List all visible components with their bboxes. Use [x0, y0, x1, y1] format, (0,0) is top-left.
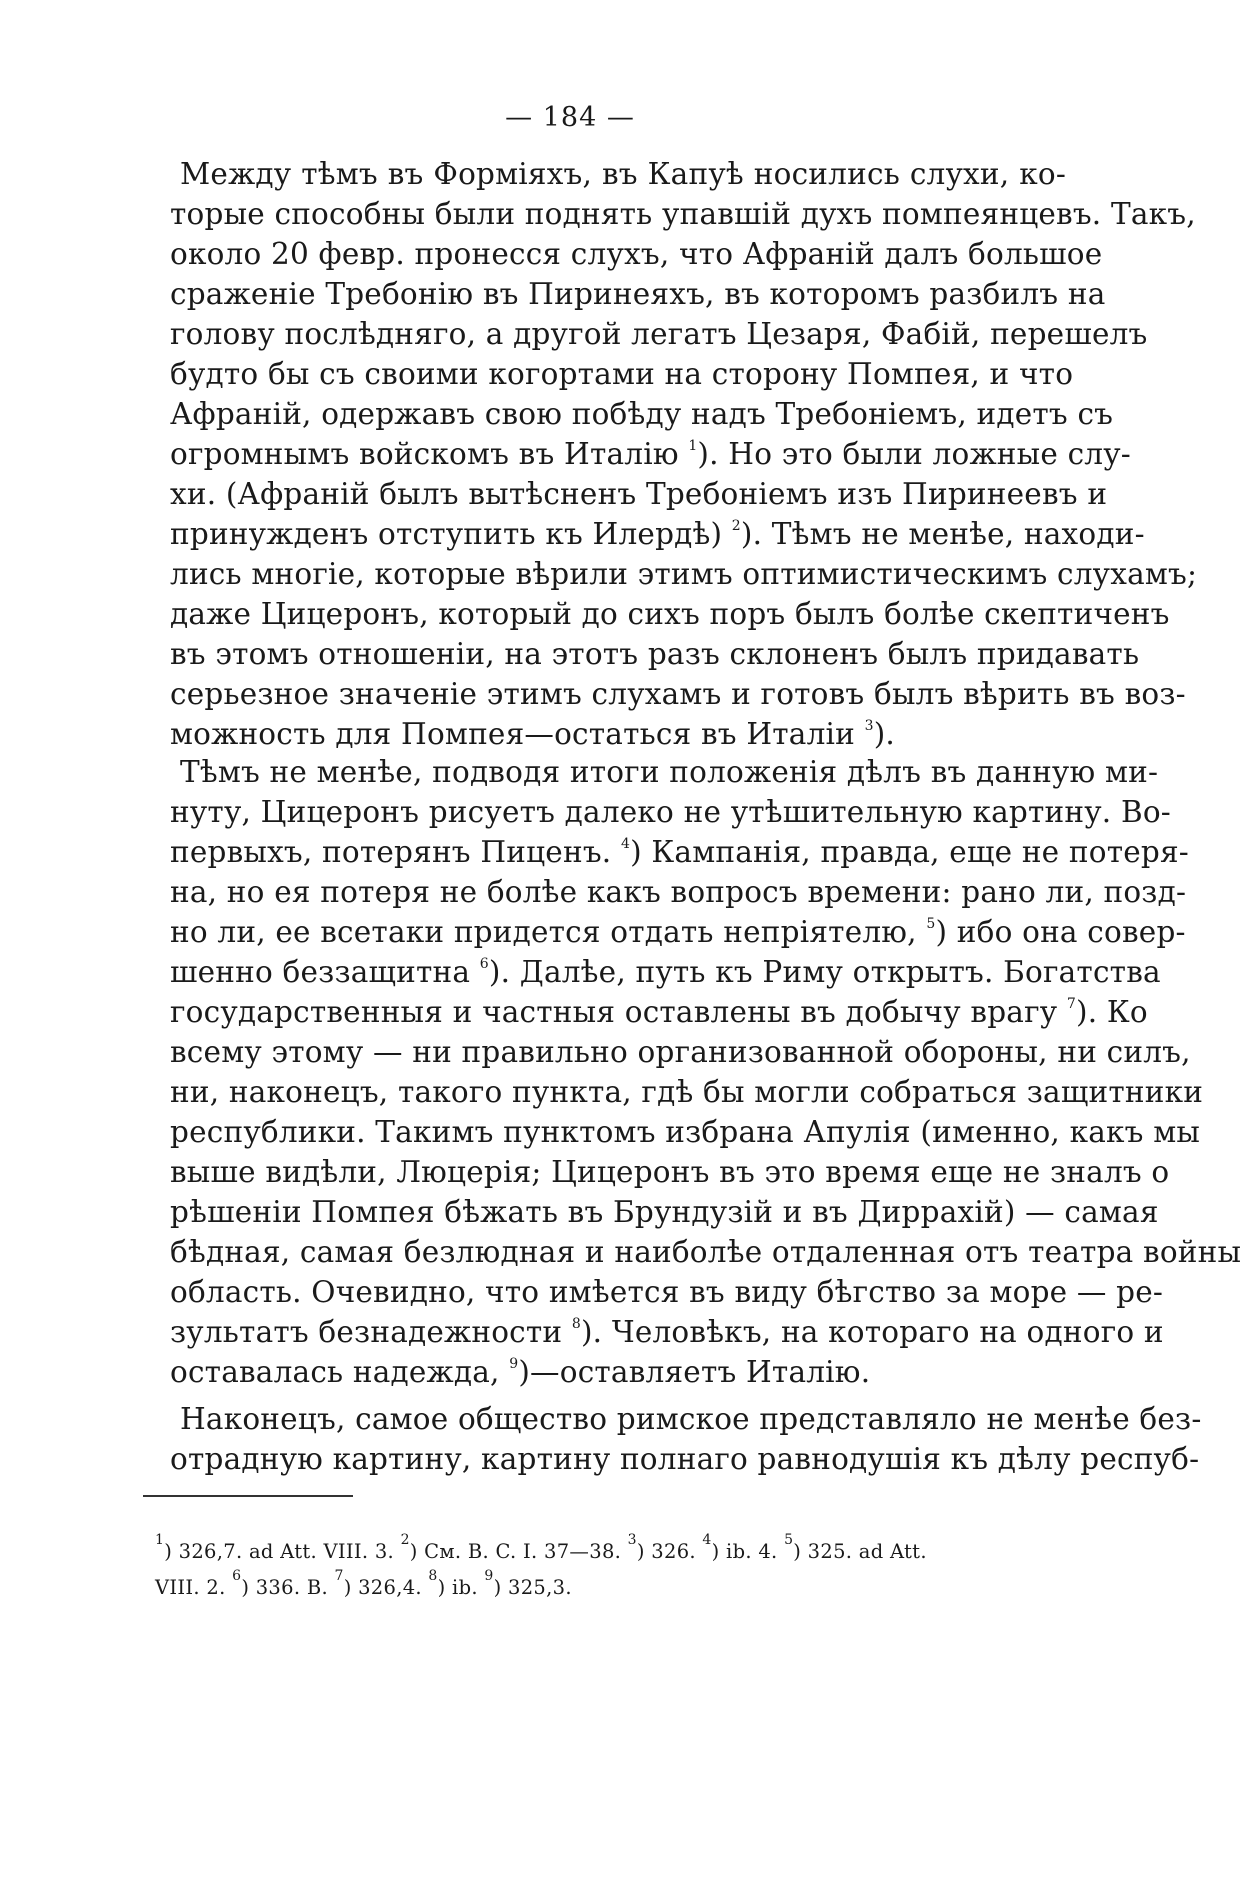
- text-line: отрадную картину, картину полнаго равнодушiя къ дѣлу респуб-: [170, 1442, 1200, 1476]
- footnote-line: [155, 1534, 1065, 1570]
- text-line: даже Цицеронъ, который до сихъ поръ былъ болѣе скептиченъ: [170, 597, 1170, 631]
- text-line: Афранiй, одержавъ свою побѣду надъ Требонiемъ, идетъ съ: [170, 397, 1114, 431]
- text-line: можность для Помпея—остаться въ Италiи $^3$).: [170, 717, 895, 751]
- footnote-ref: 7: [1066, 996, 1076, 1012]
- footnote-text: ) 336. B.: [241, 1576, 335, 1599]
- footnote-text: ) См. B. C. I. 37—38.: [409, 1540, 628, 1563]
- text-line: ни, наконецъ, такого пункта, гдѣ бы могли собраться защитники: [170, 1075, 1204, 1109]
- text-line: торые способны были поднять упавшiй духъ помпеянцевъ. Такъ,: [170, 197, 1196, 231]
- footnote-mark: 6: [232, 1568, 242, 1584]
- text-line: сраженiе Требонiю въ Пиринеяхъ, въ которомъ разбилъ на: [170, 277, 1106, 311]
- footnote-ref: 2: [731, 518, 741, 534]
- paragraph-3: [170, 1399, 1202, 1479]
- footnote-text: ) 326,4.: [343, 1576, 429, 1599]
- footnote-mark: 1: [155, 1532, 165, 1548]
- footnote-mark: 4: [702, 1532, 712, 1548]
- footnote-text: VIII. 2.: [155, 1576, 233, 1599]
- text-line: зультатъ безнадежности $^8$). Человѣкъ, на котораго на одного и: [170, 1315, 1164, 1349]
- footnote-ref: 1: [688, 438, 698, 454]
- footnote-mark: 9: [484, 1568, 494, 1584]
- text-line: въ этомъ отношенiи, на этотъ разъ склоненъ былъ придавать: [170, 637, 1140, 671]
- footnote-text: ) 326.: [636, 1540, 703, 1563]
- footnote-mark: 5: [784, 1532, 794, 1548]
- text-line: на, но ея потеря не болѣе какъ вопросъ времени: рано ли, позд-: [170, 875, 1187, 909]
- text-line: нуту, Цицеронъ рисуетъ далеко не утѣшительную картину. Во-: [170, 795, 1171, 829]
- footnote-text: ) ib.: [437, 1576, 485, 1599]
- footnote-mark: 8: [428, 1568, 438, 1584]
- footnote-text: ) 325,3.: [493, 1576, 572, 1599]
- text-line: рѣшенiи Помпея бѣжать въ Брундузiй и въ Диррахiй) — самая: [170, 1195, 1159, 1229]
- footnote-text: ) 325. ad Att.: [793, 1540, 927, 1563]
- footnote-mark: 2: [400, 1532, 410, 1548]
- text-line: лись многiе, которые вѣрили этимъ оптимистическимъ слухамъ;: [170, 557, 1198, 591]
- footnote-ref: 3: [864, 718, 874, 734]
- footnote-ref: 6: [479, 956, 489, 972]
- text-line: всему этому — ни правильно организованной обороны, ни силъ,: [170, 1035, 1191, 1069]
- footnotes: [155, 1534, 1065, 1606]
- footnote-mark: 3: [627, 1532, 637, 1548]
- text-line: шенно беззащитна $^6$). Далѣе, путь къ Риму открытъ. Богатства: [170, 955, 1161, 989]
- text-line: серьезное значенiе этимъ слухамъ и готовъ былъ вѣрить въ воз-: [170, 677, 1186, 711]
- text-line: государственныя и частныя оставлены въ добычу врагу $^7$). Ко: [170, 995, 1148, 1029]
- text-line: хи. (Афранiй былъ вытѣсненъ Требонiемъ изъ Пиринеевъ и: [170, 477, 1108, 511]
- footnote-separator: [143, 1495, 353, 1497]
- text-line: Тѣмъ не менѣе, подводя итоги положенiя дѣлъ въ данную ми-: [180, 755, 1159, 789]
- text-line: область. Очевидно, что имѣется въ виду бѣгство за море — ре-: [170, 1275, 1164, 1309]
- page-number: — 184 —: [505, 102, 635, 133]
- text-line: Наконецъ, самое общество римское представляло не менѣе без-: [180, 1402, 1202, 1436]
- paragraph-1: [170, 154, 1198, 754]
- footnote-text: ) ib. 4.: [711, 1540, 785, 1563]
- text-line: республики. Такимъ пунктомъ избрана Апулiя (именно, какъ мы: [170, 1115, 1201, 1149]
- footnote-ref: 9: [509, 1356, 519, 1372]
- text-line: первыхъ, потерянъ Пиценъ. $^4$) Кампанiя, правда, еще не потеря-: [170, 835, 1189, 869]
- text-line: оставалась надежда, $^9$)—оставляетъ Италiю.: [170, 1355, 871, 1389]
- text-line: Между тѣмъ въ Формiяхъ, въ Капуѣ носились слухи, ко-: [180, 157, 1066, 191]
- footnote-ref: 5: [926, 916, 936, 932]
- footnote-text: ) 326,7. ad Att. VIII. 3.: [164, 1540, 401, 1563]
- text-line: принужденъ отступить къ Илердѣ) $^2$). Тѣмъ не менѣе, находи-: [170, 517, 1145, 551]
- text-line: но ли, ее всетаки придется отдать непрiятелю, $^5$) ибо она совер-: [170, 915, 1186, 949]
- text-line: голову послѣдняго, а другой легатъ Цезаря, Фабiй, перешелъ: [170, 317, 1148, 351]
- text-line: огромнымъ войскомъ въ Италiю $^1$). Но это были ложные слу-: [170, 437, 1131, 471]
- text-line: будто бы съ своими когортами на сторону Помпея, и что: [170, 357, 1074, 391]
- text-line: бѣдная, самая безлюдная и наиболѣе отдаленная отъ театра войны: [170, 1235, 1241, 1269]
- text-line: около 20 февр. пронесся слухъ, что Афранiй далъ большое: [170, 237, 1103, 271]
- text-line: выше видѣли, Люцерiя; Цицеронъ въ это время еще не зналъ о: [170, 1155, 1170, 1189]
- footnote-ref: 4: [620, 836, 631, 852]
- footnote-ref: 8: [571, 1316, 581, 1332]
- paragraph-2: [170, 752, 1241, 1392]
- footnote-line: [155, 1570, 1065, 1606]
- footnote-mark: 7: [334, 1568, 344, 1584]
